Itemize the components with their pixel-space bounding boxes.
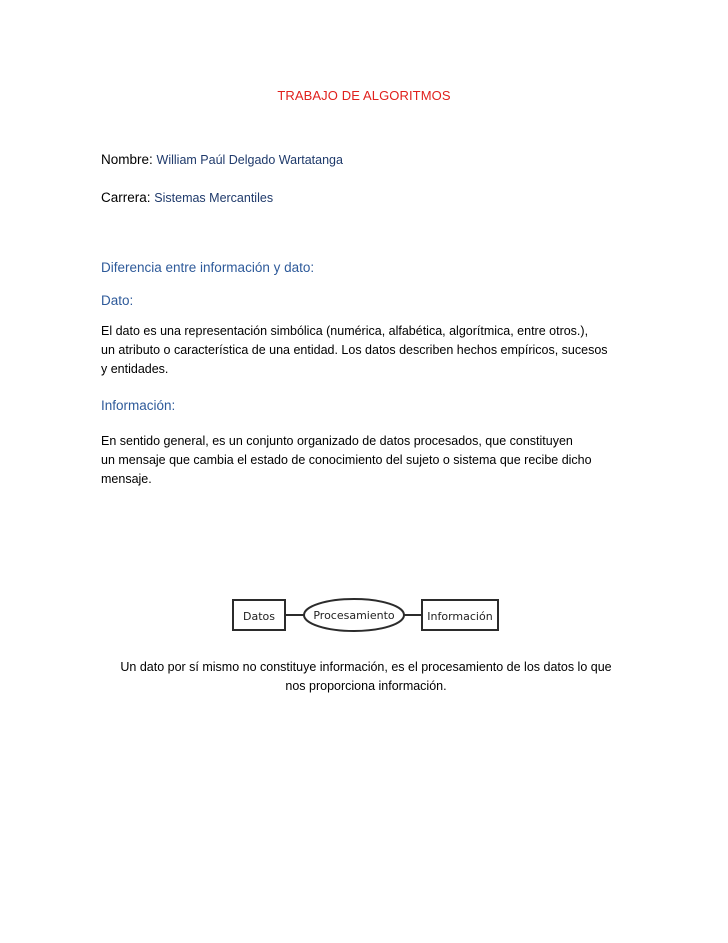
conclusion-paragraph <box>96 658 636 696</box>
section-heading: Diferencia entre información y dato: <box>101 260 315 275</box>
conclusion-line-1: Un dato por sí mismo no constituye información, es el procesamiento de los datos lo que <box>120 660 612 674</box>
career-value: Sistemas Mercantiles <box>154 191 274 205</box>
name-field <box>101 152 343 167</box>
informacion-box-label: Información <box>427 610 493 623</box>
datos-box-label: Datos <box>243 610 275 623</box>
name-value: William Paúl Delgado Wartatanga <box>156 153 343 167</box>
dato-paragraph <box>101 322 631 379</box>
informacion-paragraph <box>101 432 631 489</box>
informacion-line-1: En sentido general, es un conjunto organizado de datos procesados, que constituyen <box>101 434 573 448</box>
dato-line-3: y entidades. <box>101 362 169 376</box>
name-label: Nombre: <box>101 152 153 167</box>
conclusion-line-2: nos proporciona información. <box>285 679 447 693</box>
informacion-line-3: mensaje. <box>101 472 152 486</box>
process-diagram <box>228 596 502 634</box>
document-title: TRABAJO DE ALGORITMOS <box>277 88 451 103</box>
dato-line-1: El dato es una representación simbólica (numérica, alfabética, algorítmica, entre otros.), <box>101 324 589 338</box>
career-field <box>101 190 273 205</box>
procesamiento-label: Procesamiento <box>313 609 395 622</box>
career-label: Carrera: <box>101 190 151 205</box>
dato-heading: Dato: <box>101 293 134 308</box>
informacion-heading: Información: <box>101 398 176 413</box>
informacion-line-2: un mensaje que cambia el estado de conocimiento del sujeto o sistema que recibe dicho <box>101 453 592 467</box>
dato-line-2: un atributo o característica de una entidad. Los datos describen hechos empíricos, sucesos <box>101 343 608 357</box>
